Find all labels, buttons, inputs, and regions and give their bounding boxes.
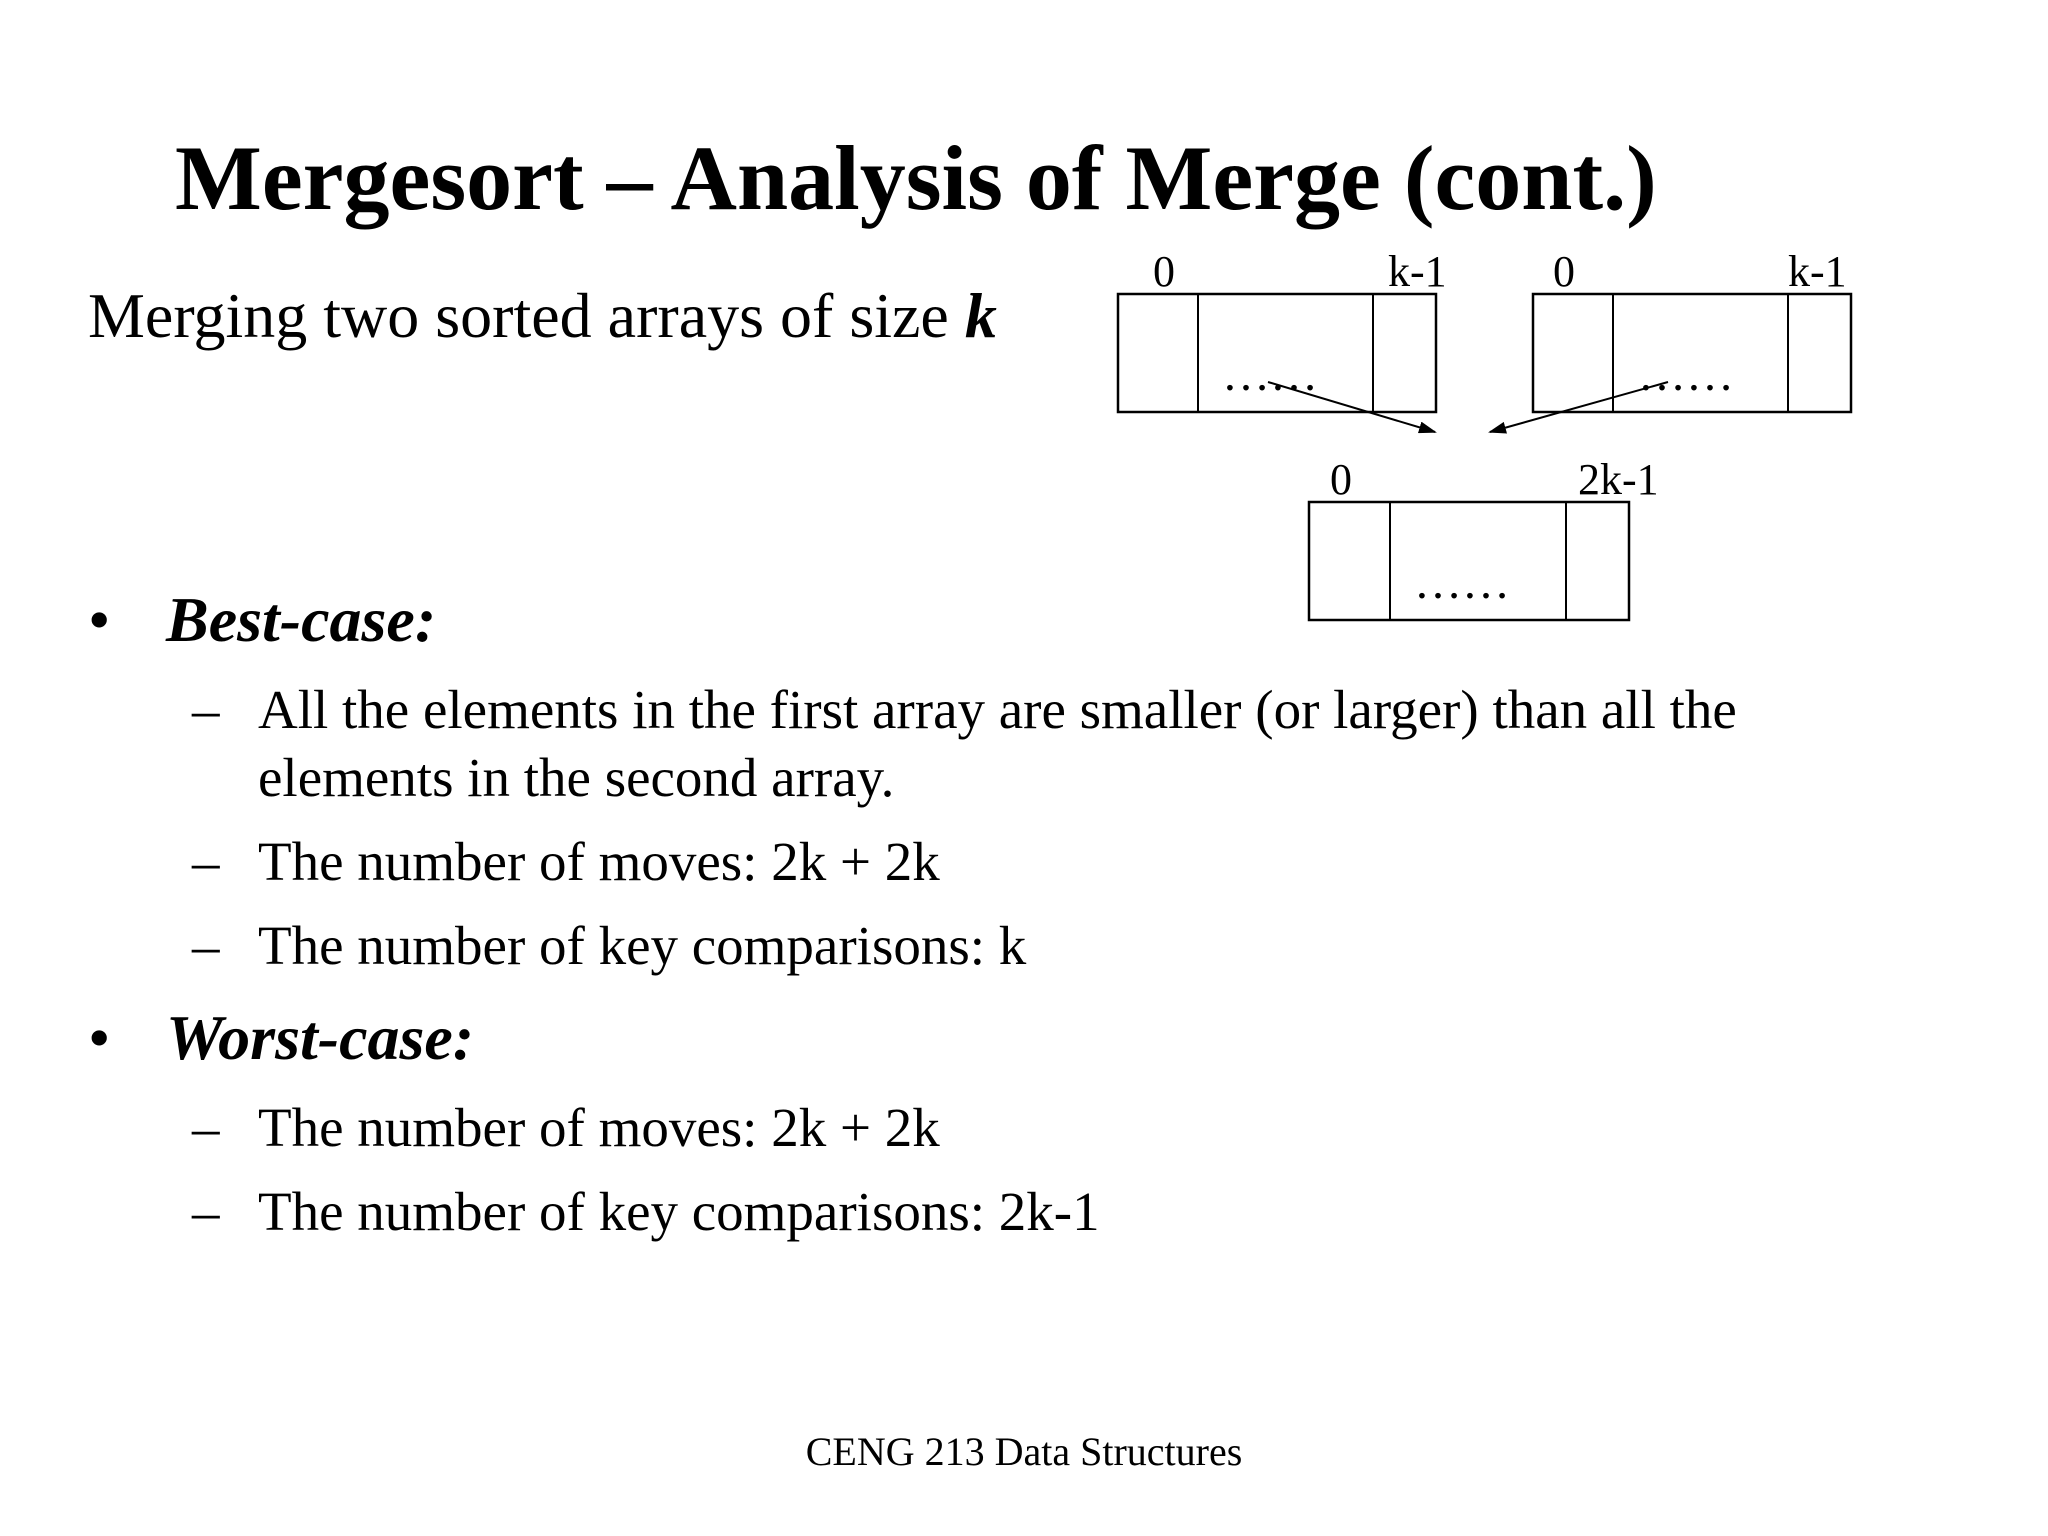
worst-case-label: Worst-case: <box>166 1002 475 1073</box>
best-case-item-text: All the elements in the first array are smaller (or larger) than all the elements in the second array. <box>258 679 1737 808</box>
dash-marker: – <box>192 1097 220 1158</box>
bullet-dot: • <box>88 584 111 655</box>
worst-case-item-text: The number of moves: 2k + 2k <box>258 1097 940 1158</box>
slide-footer: CENG 213 Data Structures <box>805 1429 1243 1474</box>
best-case-item-text: The number of key comparisons: k <box>258 915 1027 976</box>
array-b-end-index: k-1 <box>1788 247 1847 296</box>
subtitle-text: Merging two sorted arrays of size <box>88 280 965 351</box>
worst-case-heading <box>88 1000 474 1077</box>
worst-case-item-2 <box>192 1178 1892 1246</box>
best-case-item-3 <box>192 912 1892 980</box>
dash-marker: – <box>192 1181 220 1242</box>
dash-marker: – <box>192 831 220 892</box>
merged-array <box>1309 455 1659 620</box>
dash-marker: – <box>192 915 220 976</box>
array-a-start-index: 0 <box>1153 247 1175 296</box>
merged-array-start-index: 0 <box>1330 455 1352 504</box>
slide-title: Mergesort – Analysis of Merge (cont.) <box>175 127 1657 229</box>
array-b-ellipsis: …… <box>1638 348 1734 401</box>
subtitle-variable: k <box>964 280 997 351</box>
worst-case-item-text: The number of key comparisons: 2k-1 <box>258 1181 1100 1242</box>
worst-case-item-1 <box>192 1094 1892 1162</box>
best-case-label: Best-case: <box>166 584 437 655</box>
bullet-dot: • <box>88 1002 111 1073</box>
best-case-item-text: The number of moves: 2k + 2k <box>258 831 940 892</box>
merged-array-end-index: 2k-1 <box>1578 455 1659 504</box>
merged-array-ellipsis: …… <box>1414 556 1510 609</box>
best-case-item-1 <box>192 676 1892 812</box>
array-a-ellipsis: …… <box>1222 348 1318 401</box>
array-a-end-index: k-1 <box>1388 247 1447 296</box>
best-case-heading <box>88 582 436 659</box>
best-case-item-2 <box>192 828 1892 896</box>
array-b-start-index: 0 <box>1553 247 1575 296</box>
arrow-b-to-merged <box>1490 382 1668 432</box>
arrow-a-to-merged <box>1268 382 1435 432</box>
dash-marker: – <box>192 679 220 740</box>
array-b <box>1533 247 1851 412</box>
